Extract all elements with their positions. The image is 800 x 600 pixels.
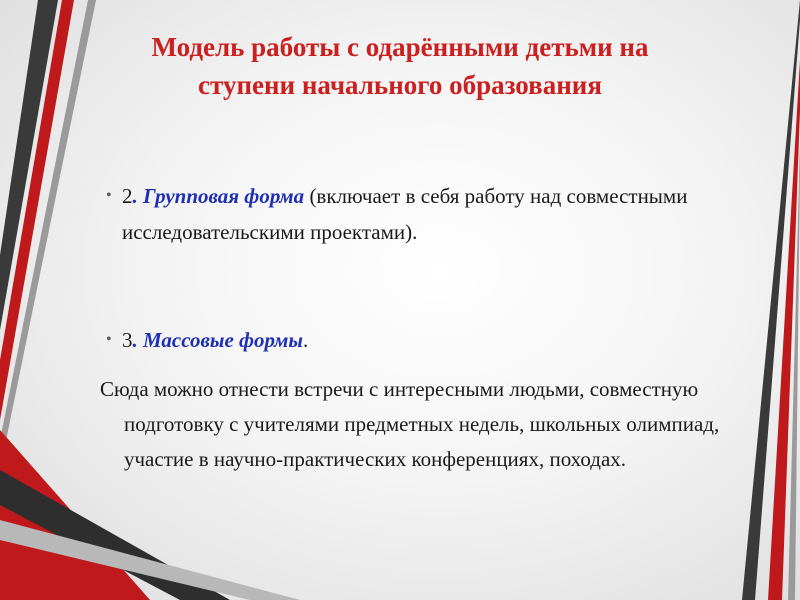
title-line-2: ступени начального образования (198, 70, 602, 100)
item-emphasis: . Групповая форма (132, 184, 305, 208)
item-number: 2 (122, 184, 133, 208)
list-item-mass-forms (106, 322, 762, 358)
list-item-group-form (106, 178, 762, 250)
item-number: 3 (122, 328, 133, 352)
item-text: . (302, 328, 309, 352)
bullet-icon: • (106, 187, 112, 204)
title-line-1: Модель работы с одарёнными детьми на (151, 32, 649, 62)
description-paragraph: Сюда можно отнести встречи с интересными людьми, совместную подготовку с учителями предметных недель, школьных олимпиад, участие в научно-практических конференциях, походах. (100, 377, 720, 471)
item-text: (включает в себя работу над совместными исследовательскими проектами). (122, 184, 688, 244)
item-emphasis: . Массовые формы (132, 328, 303, 352)
slide-title (60, 28, 740, 104)
stripe-dark-left (0, 0, 58, 330)
bullet-icon: • (106, 331, 112, 348)
